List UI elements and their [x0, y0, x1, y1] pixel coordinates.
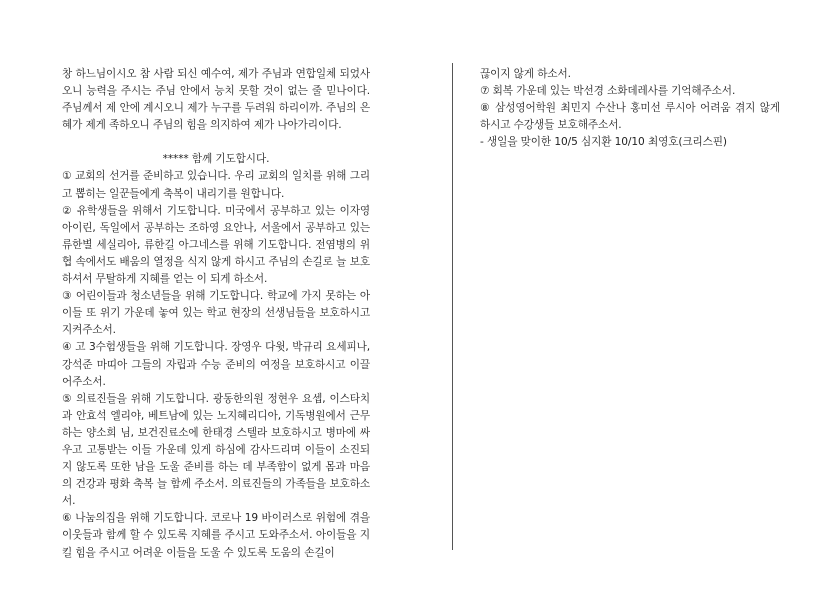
prayer-item-4: ④ 고 3수험생들을 위해 기도합니다. 장영우 다윗, 박규리 요세피나, 강석준 마띠아 그들의 자립과 수능 준비의 여정을 보호하시고 이끌어주소서. — [62, 341, 370, 388]
prayer-item-1: ① 교회의 선거를 준비하고 있습니다. 우리 교회의 일치를 위해 그리고 뽑히는 일꾼들에게 축복이 내리기를 원합니다. — [62, 170, 370, 200]
prayer-item-2: ② 유학생들을 위해서 기도합니다. 미국에서 공부하고 있는 이자영 아이린, 독일에서 공부하는 조하영 요안나, 서울에서 공부하고 있는 류한별 세실리아, 류한길 아그네스를 위해 기도합니다. 전염병의 위협 속에서도 배움의 열정을 식지 않게 하시고 주님의 손길로 늘 보호하셔서 무탈하게 지혜를 얻는 이 되게 하소서. — [62, 204, 370, 286]
paragraph-gap — [62, 134, 370, 151]
prayer-item-6-continuation: 끊이지 않게 하소서. — [480, 68, 571, 80]
column-divider — [452, 63, 453, 550]
prayer-item-8: ⑧ 삼성영어학원 최민지 수산나 홍미선 루시아 어려움 겪지 않게 하시고 수강생들 보호해주소서. — [480, 102, 780, 132]
section-heading: ***** 함께 기도합시다. — [162, 153, 270, 166]
prayer-item-7: ⑦ 회복 가운데 있는 박선경 소화데레사를 기억해주소서. — [480, 85, 736, 98]
prayer-item-6: ⑥ 나눔의집을 위해 기도합니다. 코로나 19 바이러스로 위험에 겪을 이웃들과 함께 할 수 있도록 지혜를 주시고 도와주소서. 아이들을 지킬 힘을 주시고 어려운 이들을 도울 수 있도록 도움의 손길이 — [62, 512, 370, 559]
birthday-note: - 생일을 맞이한 10/5 심지환 10/10 최영호(크리스핀) — [480, 136, 727, 149]
prayer-item-3: ③ 어린이들과 청소년들을 위해 기도합니다. 학교에 가지 못하는 아이들 또 위기 가운데 놓여 있는 학교 현장의 선생님들을 보호하시고 지켜주소서. — [62, 290, 370, 337]
left-column — [62, 66, 370, 562]
right-column — [480, 66, 780, 151]
prayer-item-5: ⑤ 의료진들을 위해 기도합니다. 광동한의원 정현우 요셉, 이스타치과 안효석 엘리야, 베트남에 있는 노지혜리디아, 기독병원에서 근무하는 양소희 님, 보건진료소에 한태경 스텔라 보호하시고 병마에 싸우고 고통받는 이들 가운데 있게 하심에 감사드리며 이들이 소진되지 않도록 또한 남을 도울 준비를 하는 데 부족함이 없게 몸과 마음의 건강과 평화 축복 늘 함께 주소서. 의료진들의 가족들을 보호하소서. — [62, 392, 370, 508]
intro-prayer: 창 하느님이시오 참 사람 되신 예수여, 제가 주님과 연합일체 되었사오니 능력을 주시는 주님 안에서 능치 못할 것이 없는 줄 믿나이다. 주님께서 제 안에 계시오니 제가 누구를 두려워 하리이까. 주님의 은혜가 제게 족하오니 주님의 힘을 의지하여 제가 나아가리이다. — [62, 68, 370, 132]
